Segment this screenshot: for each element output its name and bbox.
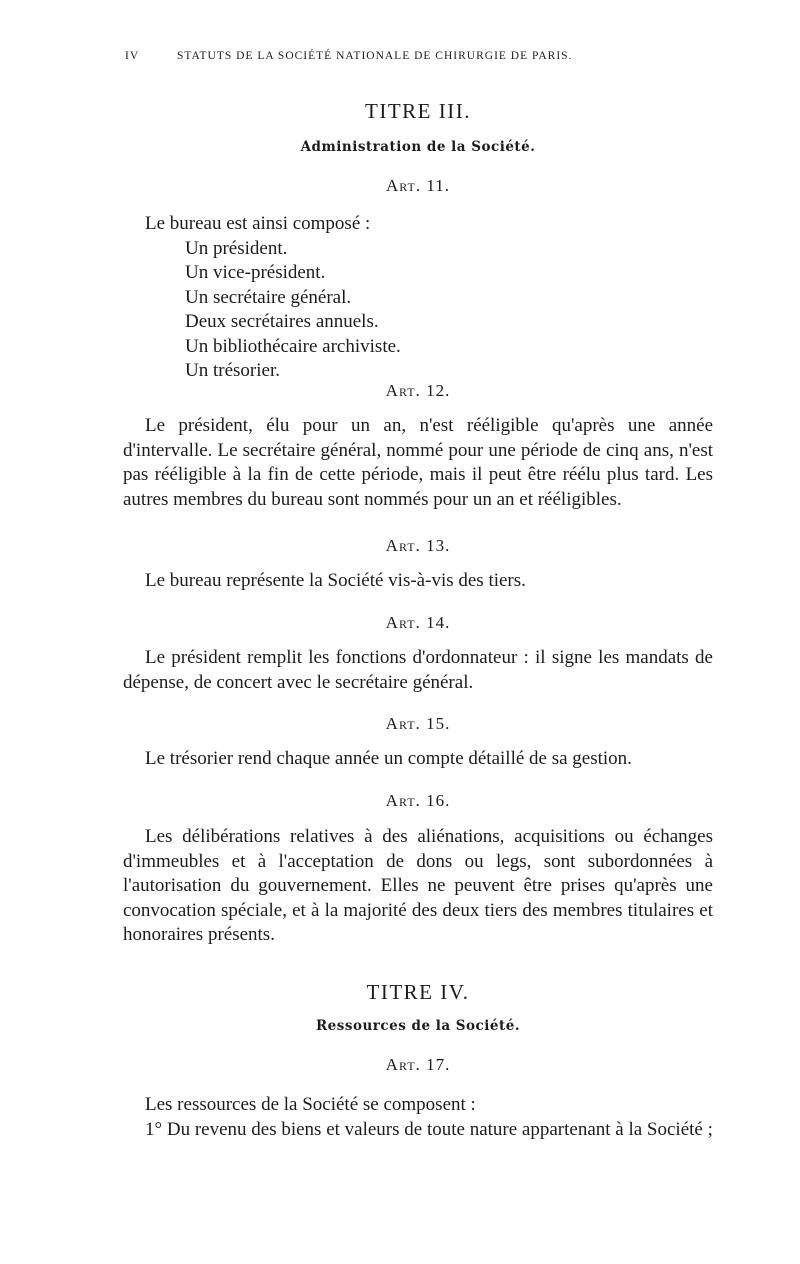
art-15-heading: [123, 714, 713, 734]
list-item: Un secrétaire général.: [185, 286, 352, 308]
art-16-heading: [123, 791, 713, 811]
art-number: 16.: [426, 791, 451, 810]
art-label: Art.: [385, 791, 421, 810]
art-number: 13.: [426, 536, 451, 555]
art-number: 11.: [426, 176, 450, 195]
list-item: Un trésorier.: [185, 360, 280, 381]
art-number: 17.: [426, 1055, 451, 1074]
art-13-heading: [123, 536, 713, 556]
art-12-body: [123, 414, 713, 512]
page-folio: IV: [125, 50, 140, 62]
art-13-text: Le bureau représente la Société vis-à-vis des tiers.: [145, 570, 526, 591]
art-13-body: [123, 569, 713, 594]
titre-3-heading: TITRE III.: [365, 99, 471, 123]
art-label: Art.: [385, 536, 421, 555]
art-number: 14.: [426, 613, 451, 632]
art-label: Art.: [385, 381, 421, 400]
art-17-body: [123, 1093, 713, 1142]
art-11-heading: [123, 176, 713, 196]
art-16-body: [123, 825, 713, 948]
list-item: Un président.: [185, 237, 288, 259]
list-item: Un bibliothécaire archiviste.: [185, 335, 401, 357]
art-11-intro: Le bureau est ainsi composé :: [145, 213, 371, 234]
art-17-intro: Les ressources de la Société se composent :: [145, 1094, 476, 1115]
titre-4-heading: TITRE IV.: [366, 980, 470, 1004]
titre-4-subtitle: Ressources de la Société.: [315, 1018, 521, 1034]
art-14-heading: [123, 613, 713, 633]
list-item: Deux secrétaires annuels.: [185, 311, 379, 332]
art-17-heading: [123, 1055, 713, 1075]
art-15-body: [123, 747, 713, 772]
art-label: Art.: [385, 613, 421, 632]
titre-3-subtitle: Administration de la Société.: [300, 139, 536, 155]
art-label: Art.: [385, 1055, 421, 1074]
art-17-item-1: 1° Du revenu des biens et valeurs de toute nature appartenant à la Société ;: [145, 1118, 713, 1140]
art-11-body: [123, 212, 713, 384]
art-12-heading: [123, 381, 713, 401]
art-label: Art.: [385, 714, 421, 733]
art-12-text: Le président, élu pour un an, n'est rééligible qu'après une année d'intervalle. Le secrétaire général, nommé pour une période de cinq ans, n'est pas rééligible à la fin de cette période, mais il peut être réélu plus tard. Les autres membres du bureau sont nommés pour un an et rééligibles.: [123, 415, 713, 510]
art-16-text: Les délibérations relatives à des aliénations, acquisitions ou échanges d'immeubles et à l'acceptation de dons ou legs, sont subordonnées à l'autorisation du gouvernement. Elles ne peuvent être prises qu'après une convocation spéciale, et à la majorité des deux tiers des membres titulaires et honoraires présents.: [123, 826, 713, 945]
list-item: Un vice-président.: [185, 262, 326, 283]
art-15-text: Le trésorier rend chaque année un compte détaillé de sa gestion.: [145, 748, 632, 769]
art-label: Art.: [385, 176, 422, 195]
art-14-body: [123, 646, 713, 695]
running-head-title: STATUTS DE LA SOCIÉTÉ NATIONALE DE CHIRURGIE DE PARIS.: [177, 50, 573, 62]
art-number: 12.: [426, 381, 451, 400]
art-14-text: Le président remplit les fonctions d'ordonnateur : il signe les mandats de dépense, de concert avec le secrétaire général.: [123, 647, 713, 693]
art-number: 15.: [426, 714, 451, 733]
